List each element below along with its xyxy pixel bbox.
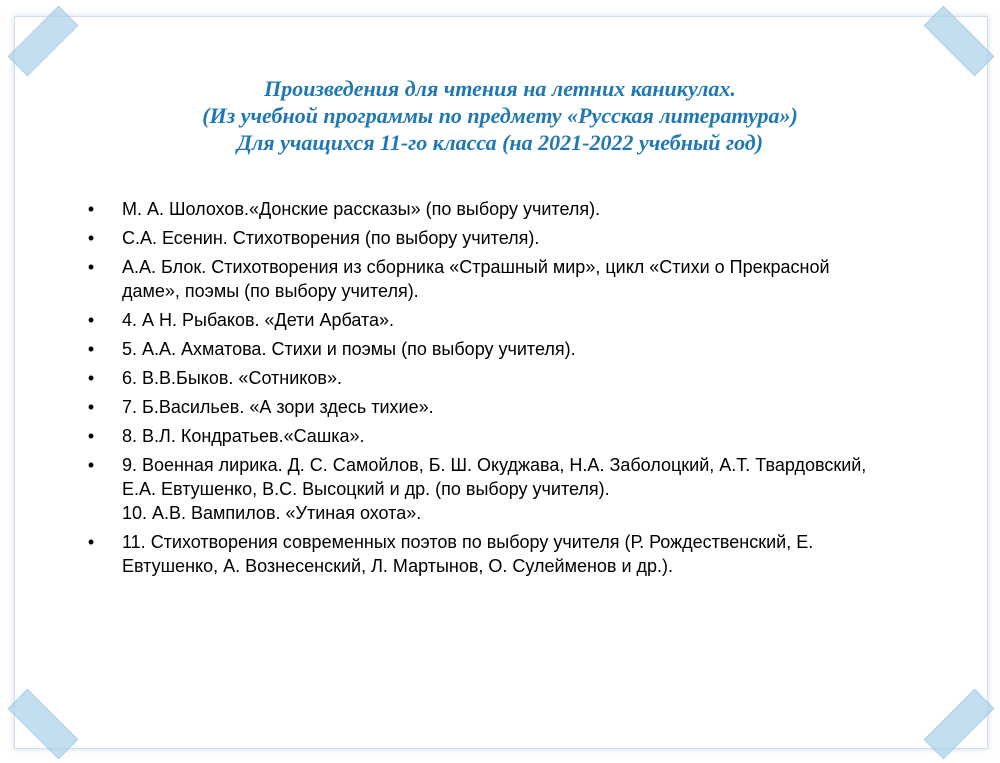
list-item-text: 5. А.А. Ахматова. Стихи и поэмы (по выбору учителя). [122,339,576,359]
list-item-text: С.А. Есенин. Стихотворения (по выбору учителя). [122,228,540,248]
bullet-icon: • [87,310,95,330]
list-item [84,530,884,578]
corner-tape-top-right [924,6,995,77]
list-item-text: 7. Б.Васильев. «А зори здесь тихие». [122,397,434,417]
list-item [84,337,884,361]
corner-tape-bottom-right [924,689,995,760]
list-item [84,366,884,390]
list-item [84,424,884,448]
list-item-text: 4. А Н. Рыбаков. «Дети Арбата». [122,310,395,330]
list-item-text: М. А. Шолохов.«Донские рассказы» (по выбору учителя). [122,199,601,219]
list-item [84,453,884,525]
page-title [40,75,960,156]
bullet-icon: • [87,532,95,552]
list-item [84,197,884,221]
bullet-icon: • [87,339,95,359]
bullet-icon: • [87,228,95,248]
list-item [84,308,884,332]
corner-tape-top-left [8,6,79,77]
list-item-text: А.А. Блок. Стихотворения из сборника «Страшный мир», цикл «Стихи о Прекрасной даме», поэмы (по выбору учителя). [122,257,830,301]
list-item [84,226,884,250]
bullet-icon: • [87,455,95,475]
bullet-icon: • [87,426,95,446]
bullet-icon: • [87,368,95,388]
reading-list [84,197,884,583]
list-item-text: 6. В.В.Быков. «Сотников». [122,368,342,388]
list-item [84,255,884,303]
title-line-2: (Из учебной программы по предмету «Русская литература») [202,103,798,128]
bullet-icon: • [87,397,95,417]
title-line-3: Для учащихся 11-го класса (на 2021-2022 учебный год) [236,130,764,155]
list-item-text: 8. В.Л. Кондратьев.«Сашка». [122,426,365,446]
bullet-icon: • [87,199,95,219]
list-item-text: 9. Военная лирика. Д. С. Самойлов, Б. Ш. Окуджава, Н.А. Заболоцкий, А.Т. Твардовский, Е.А. Евтушенко, В.С. Высоцкий и др. (по выбору учителя). 10. А.В. Вампилов. «Утиная охота». [122,455,867,523]
list-item [84,395,884,419]
title-line-1: Произведения для чтения на летних каникулах. [264,76,736,101]
list-item-text: 11. Стихотворения современных поэтов по выбору учителя (Р. Рождественский, Е. Евтушенко, А. Вознесенский, Л. Мартынов, О. Сулейменов и др.). [122,532,814,576]
corner-tape-bottom-left [8,689,79,760]
bullet-icon: • [87,257,95,277]
